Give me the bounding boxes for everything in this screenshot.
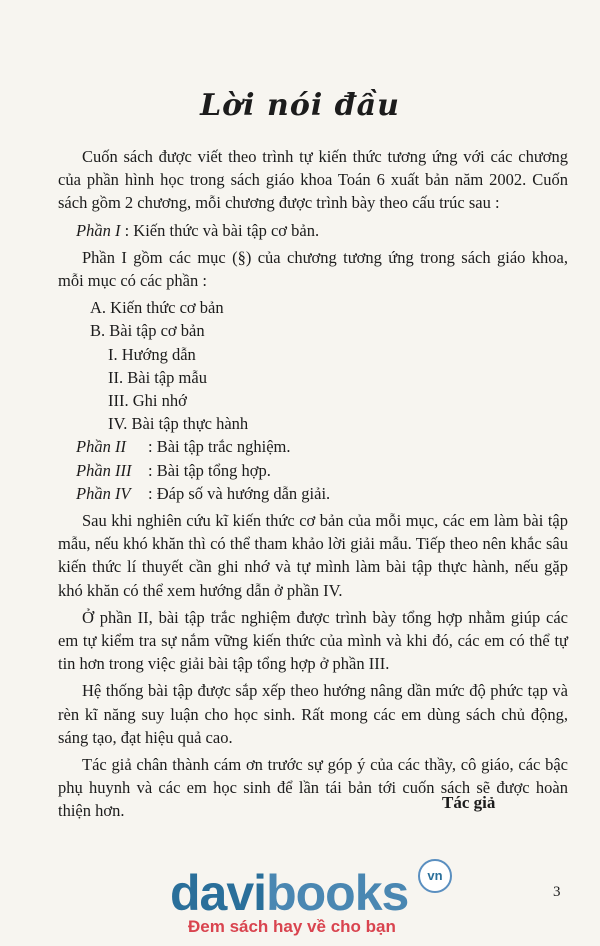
system-paragraph: Hệ thống bài tập được sắp xếp theo hướng nâng dần mức độ phức tạp và rèn kĩ năng suy luận cho học sinh. Rất mong các em dùng sách chủ động, sáng tạo, đạt hiệu quả cao. bbox=[58, 681, 568, 747]
item-b: B. Bài tập cơ bản bbox=[90, 321, 205, 341]
watermark-brand bbox=[170, 865, 408, 921]
part2-label: Phần II bbox=[76, 437, 126, 457]
part3-label: Phần III bbox=[76, 460, 132, 480]
part4-label: Phần IV bbox=[76, 483, 131, 503]
part3-line bbox=[58, 459, 568, 482]
part1-description: Phần I gồm các mục (§) của chương tương ứng trong sách giáo khoa, mỗi mục có các phần : bbox=[58, 247, 568, 291]
sub-item-2: II. Bài tập mẫu bbox=[108, 367, 207, 387]
sub-item-1: I. Hướng dẫn bbox=[108, 344, 196, 364]
part3-text: : Bài tập tổng hợp. bbox=[148, 460, 271, 480]
part1-line bbox=[58, 219, 568, 242]
study-paragraph: Sau khi nghiên cứu kĩ kiến thức cơ bản của mỗi mục, các em làm bài tập mẫu, nếu khó khăn thì có thể tham khảo lời giải mẫu. Tiếp theo nên khắc sâu kiến thức lí thuyết cần ghi nhớ và tự mình làm bài tập thực hành, nếu gặp khó khăn có thể xem hướng dẫn ở phần IV. bbox=[58, 511, 568, 600]
author-signature: Tác giả bbox=[442, 793, 496, 812]
brand-part2: books bbox=[266, 865, 409, 921]
part2-paragraph: Ở phần II, bài tập trắc nghiệm được trình bày tổng hợp nhằm giúp các em tự kiểm tra sự nắm vững kiến thức của mình và khi đó, các em có thể tự tin hơn trong việc giải bài tập tổng hợp ở phần III. bbox=[58, 607, 568, 674]
page-number: 3 bbox=[553, 884, 561, 900]
part2-text: : Bài tập trắc nghiệm. bbox=[148, 437, 291, 457]
sub-item-3: III. Ghi nhớ bbox=[108, 391, 187, 411]
part4-text: : Đáp số và hướng dẫn giải. bbox=[148, 483, 331, 503]
watermark-tagline: Đem sách hay về cho bạn bbox=[188, 917, 396, 936]
sub-item-4: IV. Bài tập thực hành bbox=[108, 414, 249, 434]
part1-text: : Kiến thức và bài tập cơ bản. bbox=[120, 220, 320, 240]
preface-body bbox=[58, 145, 568, 827]
page-title: Lời nói đầu bbox=[200, 88, 400, 123]
brand-part1: davi bbox=[170, 865, 267, 921]
intro-paragraph: Cuốn sách được viết theo trình tự kiến thức tương ứng với các chương của phần hình học trong sách giáo khoa Toán 6 xuất bản năm 2002. Cuốn sách gồm 2 chương, mỗi chương được trình bày theo cấu trúc sau : bbox=[58, 147, 568, 213]
thanks-paragraph: Tác giả chân thành cám ơn trước sự góp ý của các thầy, cô giáo, các bậc phụ huynh và các em học sinh để lần tái bản tới cuốn sách sẽ được hoàn thiện hơn. bbox=[58, 755, 568, 821]
part4-line bbox=[58, 482, 568, 505]
part2-line bbox=[58, 435, 568, 458]
part1-label: Phần I bbox=[76, 220, 121, 240]
davibooks-watermark bbox=[170, 865, 450, 945]
item-a: A. Kiến thức cơ bản bbox=[90, 298, 224, 318]
watermark-vn-badge: vn bbox=[418, 859, 452, 893]
